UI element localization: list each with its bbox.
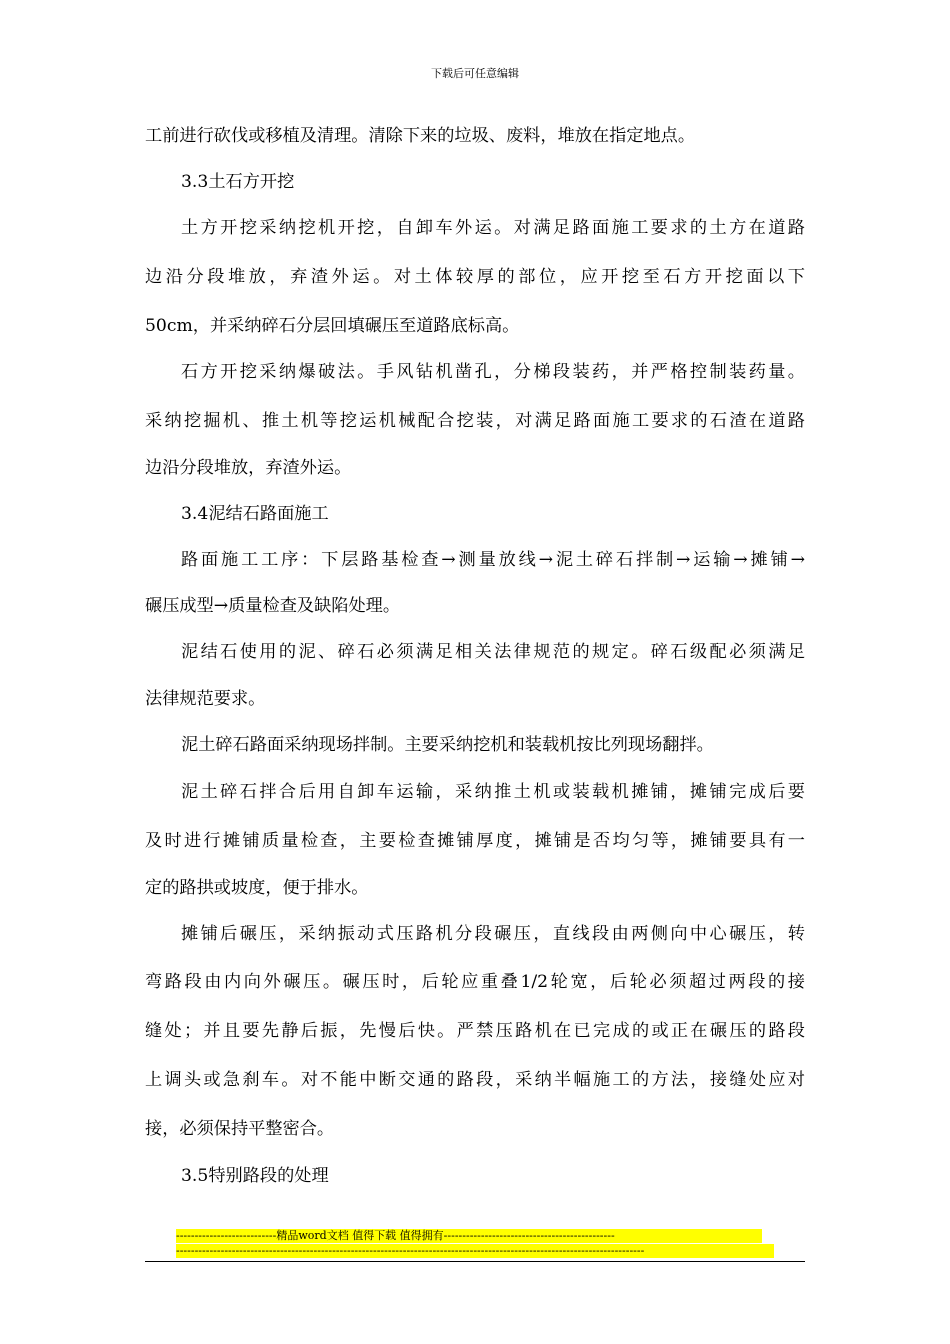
- text-line: 泥土碎石路面采纳现场拌制。主要采纳挖机和装载机按比列现场翻拌。: [181, 735, 714, 755]
- text-line: 法律规范要求。: [145, 689, 266, 709]
- section-heading: 3.4泥结石路面施工: [181, 504, 329, 524]
- text-line: 缝处；并且要先静后振，先慢后快。严禁压路机在已完成的或正在碾压的路段: [145, 1021, 805, 1041]
- text-line: 路面施工工序：下层路基检查→测量放线→泥土碎石拌制→运输→摊铺→: [181, 550, 805, 570]
- text-line: 边沿分段堆放，弃渣外运。对土体较厚的部位，应开挖至石方开挖面以下: [145, 267, 805, 287]
- text-line: 工前进行砍伐或移植及清理。清除下来的垃圾、废料，堆放在指定地点。: [145, 126, 696, 146]
- footer-dash-line: ------------------------------------------------------------------------------------------------------------------------------: [176, 1244, 774, 1258]
- text-line: 摊铺后碾压，采纳振动式压路机分段碾压，直线段由两侧向中心碾压，转: [181, 924, 805, 944]
- footer-rule: [145, 1261, 805, 1262]
- text-line: 石方开挖采纳爆破法。手风钻机凿孔，分梯段装药，并严格控制装药量。: [181, 362, 805, 382]
- text-line: 泥结石使用的泥、碎石必须满足相关法律规范的规定。碎石级配必须满足: [181, 642, 805, 662]
- text-line: 泥土碎石拌合后用自卸车运输，采纳推土机或装载机摊铺，摊铺完成后要: [181, 782, 805, 802]
- section-heading: 3.3土石方开挖: [181, 172, 295, 192]
- section-heading: 3.5特别路段的处理: [181, 1166, 329, 1186]
- text-line: 接，必须保持平整密合。: [145, 1119, 335, 1139]
- text-line: 上调头或急刹车。对不能中断交通的路段，采纳半幅施工的方法，接缝处应对: [145, 1070, 805, 1090]
- text-line: 弯路段由内向外碾压。碾压时，后轮应重叠1/2轮宽，后轮必须超过两段的接: [145, 972, 805, 992]
- text-line: 50cm，并采纳碎石分层回填碾压至道路底标高。: [145, 316, 520, 336]
- page-header-note: 下载后可任意编辑: [431, 67, 519, 80]
- text-line: 采纳挖掘机、推土机等挖运机械配合挖装，对满足路面施工要求的石渣在道路: [145, 411, 805, 431]
- text-line: 及时进行摊铺质量检查，主要检查摊铺厚度，摊铺是否均匀等，摊铺要具有一: [145, 831, 805, 851]
- text-line: 边沿分段堆放，弃渣外运。: [145, 458, 352, 478]
- text-line: 碾压成型→质量检查及缺陷处理。: [145, 596, 401, 616]
- text-line: 土方开挖采纳挖机开挖，自卸车外运。对满足路面施工要求的土方在道路: [181, 218, 805, 238]
- footer-banner-line: ---------------------------精品word文档 值得下载 值得拥有----------------------------------------------: [176, 1229, 762, 1243]
- text-line: 定的路拱或坡度，便于排水。: [145, 878, 369, 898]
